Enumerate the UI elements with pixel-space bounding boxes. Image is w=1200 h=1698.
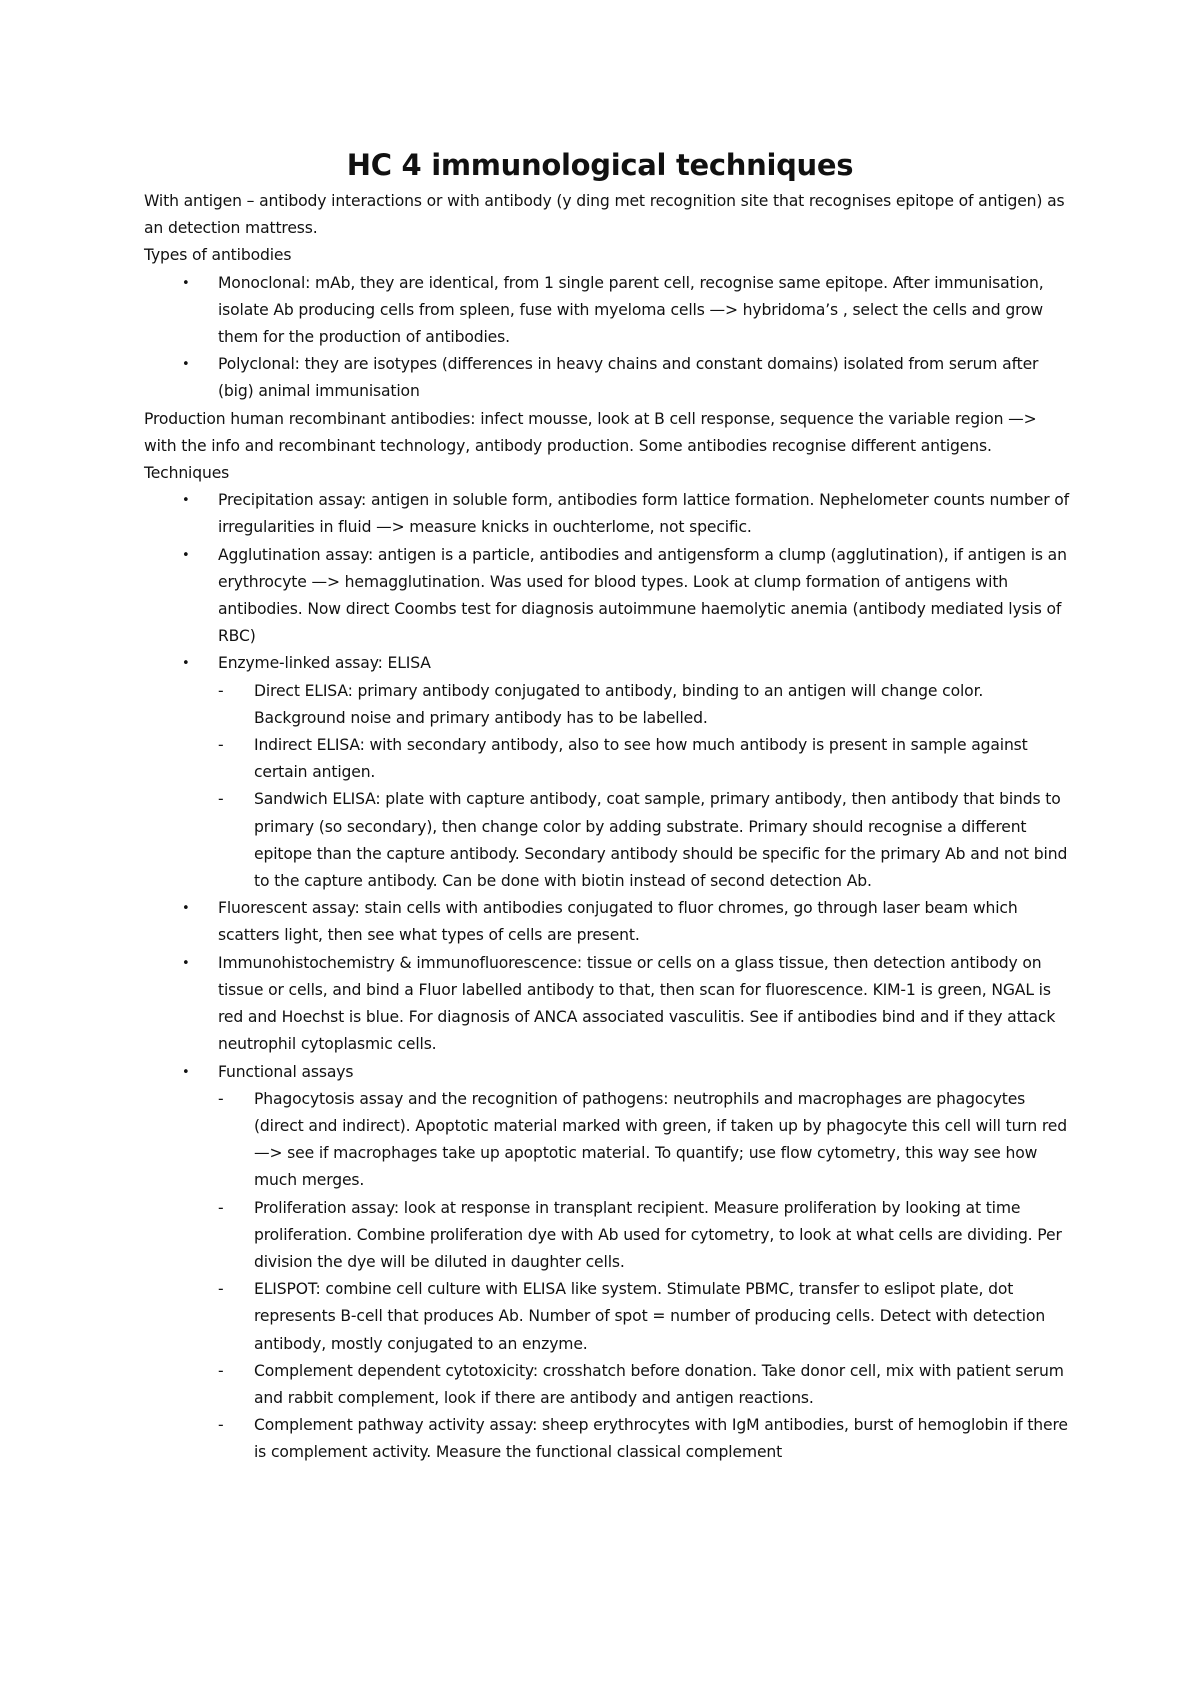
- dash-item: [144, 1086, 1072, 1195]
- paragraph: Types of antibodies: [144, 246, 292, 265]
- item-text: Sandwich ELISA: plate with capture antibody, coat sample, primary antibody, then antibody that binds to primary (so secondary), then change color by adding substrate. Primary should recognise a different epitope than the capture antibody. Secondary antibody should be specific for the primary Ab and not bind to the capture antibody. Can be done with biotin instead of second detection Ab.: [254, 790, 1068, 891]
- dash-item: [144, 732, 1072, 786]
- dash-item: [144, 1195, 1072, 1277]
- bullet-item: [144, 542, 1072, 651]
- dash-marker: -: [218, 1416, 224, 1435]
- dash-marker: -: [218, 736, 224, 755]
- bullet-marker: •: [182, 656, 190, 672]
- bullet-marker: •: [182, 901, 190, 917]
- bullet-item: [144, 487, 1072, 541]
- bullet-item: [144, 1059, 1072, 1086]
- bullet-item: [144, 950, 1072, 1059]
- item-text: Fluorescent assay: stain cells with antibodies conjugated to fluor chromes, go through laser beam which scatters light, then see what types of cells are present.: [218, 899, 1018, 945]
- dash-item: [144, 678, 1072, 732]
- dash-marker: -: [218, 1280, 224, 1299]
- dash-marker: -: [218, 1198, 224, 1217]
- dash-marker: -: [218, 681, 224, 700]
- item-text: Complement dependent cytotoxicity: crosshatch before donation. Take donor cell, mix with patient serum and rabbit complement, look if there are antibody and antigen reactions.: [254, 1361, 1064, 1407]
- item-text: ELISPOT: combine cell culture with ELISA like system. Stimulate PBMC, transfer to eslipot plate, dot represents B-cell that produces Ab. Number of spot = number of producing cells. Detect with detection antibody, mostly conjugated to an enzyme.: [254, 1280, 1046, 1353]
- dash-item: [144, 1412, 1072, 1466]
- item-text: Functional assays: [218, 1062, 354, 1081]
- paragraph: Techniques: [144, 464, 230, 483]
- item-text: Complement pathway activity assay: sheep erythrocytes with IgM antibodies, burst of hemoglobin if there is complement activity. Measure the functional classical complement: [254, 1416, 1068, 1462]
- item-text: Immunohistochemistry & immunofluorescence: tissue or cells on a glass tissue, then detection antibody on tissue or cells, and bind a Fluor labelled antibody to that, then scan for fluorescence. KIM-1 is green, NGAL is red and Hoechst is blue. For diagnosis of ANCA associated vasculitis. See if antibodies bind and if they attack neutrophil cytoplasmic cells.: [218, 953, 1056, 1054]
- item-text: Enzyme-linked assay: ELISA: [218, 654, 431, 673]
- bullet-marker: •: [182, 357, 190, 373]
- paragraph: With antigen – antibody interactions or with antibody (y ding met recognition site that recognises epitope of antigen) as an detection mattress.: [144, 192, 1065, 238]
- dash-item: [144, 1358, 1072, 1412]
- item-text: Indirect ELISA: with secondary antibody, also to see how much antibody is present in sample against certain antigen.: [254, 736, 1028, 782]
- item-text: Monoclonal: mAb, they are identical, from 1 single parent cell, recognise same epitope. After immunisation, isolate Ab producing cells from spleen, fuse with myeloma cells —> hybridoma’s , select the cells and grow them for the production of antibodies.: [218, 273, 1044, 347]
- bullet-marker: •: [182, 275, 190, 291]
- item-text: Direct ELISA: primary antibody conjugated to antibody, binding to an antigen will change color. Background noise and primary antibody has to be labelled.: [254, 681, 984, 727]
- dash-marker: -: [218, 1089, 224, 1108]
- bullet-item: [144, 895, 1072, 949]
- bullet-item: [144, 270, 1072, 352]
- dash-marker: -: [218, 790, 224, 809]
- paragraph: Production human recombinant antibodies: infect mousse, look at B cell response, sequence the variable region —> with the info and recombinant technology, antibody production. Some antibodies recognise different antigens.: [144, 409, 1037, 455]
- bullet-marker: •: [182, 1064, 190, 1080]
- dash-item: [144, 786, 1072, 895]
- item-text: Proliferation assay: look at response in transplant recipient. Measure proliferation by looking at time proliferation. Combine proliferation dye with Ab used for cytometry, to look at what cells are dividing. Per division the dye will be diluted in daughter cells.: [254, 1198, 1062, 1271]
- document-body: [144, 188, 1072, 1467]
- bullet-marker: •: [182, 493, 190, 509]
- item-text: Polyclonal: they are isotypes (differences in heavy chains and constant domains) isolated from serum after (big) animal immunisation: [218, 355, 1039, 401]
- dash-item: [144, 1276, 1072, 1358]
- item-text: Agglutination assay: antigen is a particle, antibodies and antigensform a clump (agglutination), if antigen is an erythrocyte —> hemagglutination. Was used for blood types. Look at clump formation of antigens with antibodies. Now direct Coombs test for diagnosis autoimmune haemolytic anemia (antibody mediated lysis of RBC): [218, 545, 1067, 646]
- item-text: Phagocytosis assay and the recognition of pathogens: neutrophils and macrophages are phagocytes (direct and indirect). Apoptotic material marked with green, if taken up by phagocyte this cell will turn red —> see if macrophages take up apoptotic material. To quantify; use flow cytometry, this way see how much merges.: [254, 1089, 1067, 1190]
- bullet-item: [144, 650, 1072, 677]
- dash-marker: -: [218, 1361, 224, 1380]
- bullet-item: [144, 351, 1072, 405]
- bullet-marker: •: [182, 547, 190, 563]
- bullet-marker: •: [182, 955, 190, 971]
- page-title: HC 4 immunological techniques: [346, 148, 854, 182]
- item-text: Precipitation assay: antigen in soluble form, antibodies form lattice formation. Nephelometer counts number of irregularities in fluid —> measure knicks in ouchterlome, not specific.: [218, 491, 1070, 537]
